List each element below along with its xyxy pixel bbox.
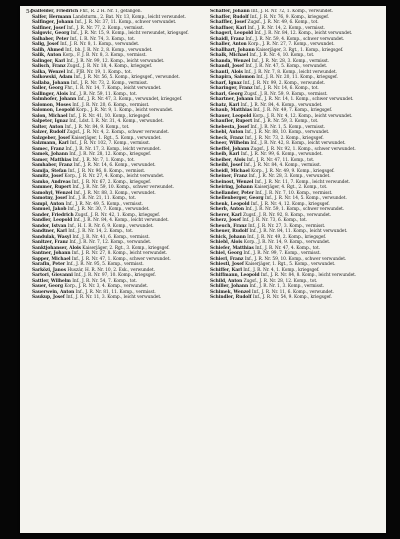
entry-name: Schimek, Wenzel (210, 289, 251, 295)
entry-details: Inf., FJB. Nr. 19, 1. Komp., tot. (66, 69, 132, 75)
entry-name: Scharf, Ignaz (210, 80, 242, 86)
entry-details: Inf., J. R. Nr. 97, 10. Komp., kriegsgef. (74, 273, 156, 278)
entry-details: Korp., J. R. Nr. 14, 9. Komp., verwundet. (243, 240, 331, 245)
entry-details: Landsturm., 2. Bat. Nr. 13, Komp., leicht verwundet. (72, 14, 186, 20)
entry-name: Salzgeber, Josef (32, 135, 70, 141)
entry-details: Inf., J. R. Nr. 14, 1. Komp., schwer verwundet. (254, 97, 354, 102)
entry-details: Inf., J. R. Nr. 59, 4. Komp., schwer verwundet. (245, 36, 345, 42)
entry-name: Schindler, Rudolf (210, 295, 252, 300)
entry-name: Schiel, Georg (210, 251, 243, 256)
entry-name: Schaffer, Johann (210, 9, 250, 14)
entry-name: Schiffmann, Leopold (210, 273, 260, 278)
entry-name: Scheiring, Johann (210, 185, 253, 190)
entry-details: Inf., J. R. Nr. 47, 11. Komp., tot. (246, 157, 315, 163)
entry-details: Inf., J. R. Nr. 72, 1. Komp., verwundet. (251, 9, 334, 14)
entry-name: Schiefer, Matthias (210, 245, 254, 251)
entry-details: Inf., J. R. Nr. 76, 9. Komp., kriegsgef. (250, 14, 329, 20)
entry-details: Korp., J. R. Nr. 49, 9. Komp., kriegsgef. (251, 168, 335, 174)
entry-details: Inf., J. R. Nr. 1, 3. Komp., vermisst. (249, 284, 325, 289)
entry-details: Inf., J. R. Nr. 54, 9. Komp., kriegsgef. (252, 295, 332, 300)
entry-name: Salon, Michael (32, 113, 68, 119)
entry-details: Inf., J. R. Nr. 99, 6. Komp., verwundet. (240, 152, 323, 157)
entry-details: Korp., J. R. Nr. 3, 4. Komp., verwundet. (64, 284, 149, 289)
entry-details: Inf., J. R. Nr. 30, 7. Komp., verwundet. (67, 207, 150, 212)
entry-details: Inf., J. R. Nr. 4, 12. Komp., kriegsgef. (250, 201, 330, 207)
entry-details: Inf., J. R. Nr. 47, 5. Komp., verwundet. (245, 64, 328, 69)
entry-name: Schellenberger, Georg (210, 196, 264, 201)
entry-details: Inf., J. R. Nr. 84, 12. Komp., leicht verwundet. (254, 31, 353, 36)
entry-details: Inf., J. R. Nr. 59, 11. Komp., tot. (69, 91, 137, 97)
entry-details: Inf., J. R. Nr. 28, 3. Komp., vermisst. (251, 58, 330, 64)
entry-details: Kaiserjäger, 2. Rgt., 3. Komp., kriegsgef. (82, 245, 170, 251)
entry-name: Salka, Wenzel (32, 69, 66, 75)
entry-name: Scheer, Wilhelm (210, 141, 249, 146)
entry-name: Schellander, Peter (210, 190, 254, 196)
entry-name: Scherz, Josef (210, 218, 241, 223)
entry-details: Zugsf., J. R. Nr. 59, 9. Komp., vermisst. (244, 91, 328, 97)
entry-name: Samek, Johann (32, 152, 68, 157)
entry-name: Schenk, Leopold (210, 201, 250, 207)
entry-name: Salisch, Franz (32, 64, 66, 69)
left-column (32, 9, 202, 529)
entry-name: Schauer, Leopold (210, 113, 252, 119)
entry-name: Sandler, Leopold (32, 218, 73, 223)
entry-details: Inf., J. R. Nr. 84, 4. Komp., verwundet. (240, 102, 323, 108)
entry-details: Inf., J. R. Nr. 59, 1. Komp., schwer verwundet. (245, 207, 345, 212)
entry-name: Schapira, Salomon (210, 75, 255, 80)
entry-name: Scherb, Anton (210, 207, 244, 212)
entry-name: Schierl, Franz (210, 256, 244, 262)
entry-name: Scheiber, Alois (210, 157, 246, 163)
entry-details: Inf., J. R. Nr. 88, 3. Komp., verwundet. (73, 190, 156, 196)
entry-name: Salzer, Rudolf (32, 130, 66, 135)
entry-details: Inf., J. R. Nr. 7, 8. Komp., leicht verwundet. (244, 69, 337, 75)
entry-name: Scheinost, Wenzel (210, 179, 254, 185)
entry-details: Inf., J. R. Nr. 73, 2. Komp., kriegsgef. (244, 135, 324, 141)
entry-name: Scheibl, Josef (210, 163, 243, 168)
entry-name: Scheidl, Michael (210, 168, 250, 174)
entry-name: Schagerl, Leopold (210, 31, 254, 36)
entry-name: Schaffer, Rudolf (210, 14, 249, 20)
entry-name: Schaller, Anton (210, 42, 247, 47)
entry-details: Inf., J. R. Nr. 7, 12. Komp., verwundet. (69, 240, 152, 245)
entry-details: Inf., J. R. Nr. 14, 2. Komp., vermisst. (247, 25, 325, 31)
entry-name: Schiffer, Karl (210, 267, 242, 273)
entry-details: Inf., J. R. Nr. 84, 9. Komp., tot. (64, 124, 130, 130)
entry-details: Zugsf., J. R. Nr. 42, 1. Komp., kriegsgef. (74, 212, 161, 218)
entry-details: Inf., J. R. Nr. 47, 3. Komp., verwundet, kriegsgef. (77, 97, 183, 102)
entry-details: Inf., J. R. Nr. 88, 10. Komp., verwundet. (244, 130, 330, 135)
entry-details: Zugsf., J. R. Nr. 49, 6. Komp., tot. (247, 20, 319, 25)
entry-details: Inf., J. R. Nr. 49, 2. Komp., kriegsgef. (247, 234, 327, 240)
entry-details: Inf., J. R. Nr. 4, 1. Komp., kriegsgef. (243, 267, 320, 273)
entry-details: Inf., J. R. Nr. 11, 7. Komp., leicht verwundet. (254, 179, 351, 185)
entry-name: Salfinger, Johann (32, 20, 74, 25)
entry-name: Sarafin, Peter (32, 262, 66, 267)
page-number: 54 (26, 9, 34, 15)
entry-name: Scheuch, Franz (210, 223, 247, 229)
entry-details: Inf., J. R. Nr. 14, 6. Komp., tot. (253, 86, 319, 91)
entry-name: Sanitzer, Franz (32, 240, 68, 245)
entry-name: Samer, Matthias (32, 157, 72, 163)
right-column (210, 9, 380, 529)
entry-details: Inf., J. R. Nr. 67, 2. Komp., kriegsgef. (72, 179, 151, 185)
entry-details: Inf., J. R. Nr. 49, 7. Komp., kriegsgef. (253, 108, 333, 113)
entry-details: Inf., J. R. Nr. 84, 8. Komp., leicht verwundet. (260, 273, 357, 278)
entry-details: Inf., J. R. Nr. 27, 8. Komp., leicht verwundet. (71, 251, 168, 256)
entry-details: Inf., J. R. Nr. 77, 2. Komp., vermisst. (66, 25, 144, 31)
entry-name: Schaidl, Franz (210, 36, 245, 42)
entry-name: Schalk, Michael (210, 53, 249, 58)
entry-details: Inf., J. R. Nr. 59, 3. Komp., tot. (253, 119, 319, 124)
entry-details: Inf., J. R. Nr. 84, 4. Komp., vermisst. (243, 163, 322, 168)
entry-name: Schaub, Matthias (210, 108, 252, 113)
entry-details: Inf., J. R. Nr. 27, 3. Komp., vermisst. (248, 223, 326, 229)
entry-details: Inf., J. R. Nr. 73, 6. Komp., tot. (242, 218, 308, 223)
entry-details: Inf., J. R. Nr. 47, 4. Komp., tot. (255, 245, 320, 251)
entry-details: Inf., J. R. Nr. 73, 2. Komp., vermisst. (70, 80, 149, 86)
entry-details: Zugsf., J. R. Nr. 92, 8. Komp., verwundet. (242, 212, 332, 218)
entry-details: Inf., J. R. Nr. 7, 1. Komp., tot. (72, 157, 135, 163)
list-entry (210, 295, 380, 301)
entry-name: Scheck, Franz (210, 135, 244, 141)
document-page (20, 6, 386, 533)
entry-name: Samija, Stefan (32, 168, 67, 174)
entry-details: Inf., J. R. Nr. 59, 10. Komp., schwer verwundet. (244, 256, 347, 262)
entry-details: Inf., J. R. Nr. 14, 6. Komp., verwundet. (73, 163, 156, 168)
entry-details: Inf., J. R. Nr. 59, 10. Komp., schwer verwundet. (72, 185, 174, 190)
entry-details: Inf., J. R. Nr. 99, 7. Komp., vermisst. (243, 251, 321, 256)
entry-name: Samitz, Josef (32, 174, 64, 179)
entry-name: Salter, Anton (32, 124, 64, 130)
entry-details: Inf., J. R. Nr. 96, 8. Komp., vermisst. (68, 168, 146, 174)
entry-name: Salfelder, Friedrich (32, 9, 79, 14)
entry-name: Schick, Johann (210, 234, 246, 240)
entry-name: Salpeter, Ignaz (32, 119, 68, 124)
entry-details: Zugsf., J. R. Nr. 4, 2. Komp., schwer verwundet. (66, 130, 170, 135)
entry-name: Sandor, Istvan (32, 223, 67, 229)
entry-details: Inf., J. R. Nr. 7, 10. Komp., vermisst. (255, 190, 333, 196)
entry-details: Inf., J. R. Nr. 42, 8. Komp., leicht verwundet. (250, 141, 346, 146)
entry-details: Fhr., I. R. Nr. 14, 7. Komp., leicht verwundet. (64, 86, 162, 91)
entry-details: Inf., J. R. Nr. 20, 6. Komp., vermisst. (72, 102, 150, 108)
entry-details: Inf., J. R. Nr. 15, 9. Komp., leicht verwundet, kriegsgef. (70, 31, 189, 36)
entry-details: Korp., J. R. Nr. 27, 4. Komp., leicht verwundet. (64, 174, 165, 179)
entry-name: Schild, Anton (210, 278, 243, 284)
entry-name: Schiebl, Alois (210, 240, 243, 245)
entry-name: Sander, Friedrich (32, 212, 74, 218)
entry-name: Schaufler, Rupert (210, 119, 253, 124)
entry-name: Sallaba, Johann (32, 80, 70, 86)
entry-name: Sampl, Anton (32, 201, 65, 207)
entry-name: Samhaber, Franz (32, 163, 73, 168)
entry-details: Inf., J. R. Nr. 99, 12. Komp., leicht verwundet. (66, 58, 165, 64)
entry-name: Salgovic, Georg (32, 31, 70, 36)
entry-details: Kaiserjäger, 4. Rgt., 2. Komp., tot. (254, 185, 328, 190)
entry-name: Scheffel, Johann (210, 146, 250, 152)
entry-name: Scheib, Karl (210, 152, 240, 157)
entry-name: Sallinger, Alois (32, 91, 69, 97)
entry-name: Schartner, Johann (210, 97, 254, 102)
entry-details: Inf., bh. J. R. Nr. 2, 8. Komp., verwundet. (65, 47, 153, 53)
entry-details: Inf., J. R. Nr. 47, 1. Komp., schwer verwundet. (71, 256, 171, 262)
entry-details: Inf., I. R. Nr. 74, 3. Komp., tot. (69, 36, 136, 42)
entry-name: Salhaber, Peter (32, 36, 69, 42)
entry-name: Samko, Andreas (32, 179, 71, 185)
entry-name: Salfer, Hermann (32, 14, 72, 20)
entry-name: Sarközi, Janos (32, 267, 66, 273)
entry-name: Salkowski, Adam (32, 75, 73, 80)
entry-name: Sattler, Wilhelm (32, 278, 71, 284)
entry-name: Salzmann, Karl (32, 141, 69, 146)
entry-name: Salinger, Karl (32, 58, 66, 64)
entry-details: Zugsf., J. R. Nr. 92, 1. Komp., schwer verwundet. (250, 146, 356, 152)
entry-name: Sammer, Rupert (32, 185, 72, 190)
entry-name: Samec, Franz (32, 146, 65, 152)
entry-name: Sauer, Georg (32, 284, 63, 289)
entry-details: Inf., J. R. Nr. 28, 12. Komp., kriegsgef. (69, 152, 151, 157)
entry-details: Inf., J. R. Nr. 4, 10. Komp., tot. (249, 53, 315, 58)
entry-details: Inf., J. R. Nr. 11, 6. Komp., verwundet. (251, 289, 334, 295)
entry-details: Inf., J. R. Nr. 14, 5. Komp., verwundet. (264, 196, 347, 201)
entry-name: Sapper, Michael (32, 256, 71, 262)
entry-details: Korp., J. R. Nr. 27, 7. Komp., verwundet. (248, 42, 335, 47)
entry-name: Scheuer, Rudolf (210, 229, 249, 234)
entry-name: Schiller, Johann (210, 284, 249, 289)
entry-name: Salomon, Moses (32, 102, 71, 108)
entry-details: Inf., J. R. Nr. 41, 10. Komp., kriegsgef. (68, 113, 151, 119)
entry-columns (32, 9, 380, 529)
entry-details: Inf., J. R. Nr. 84, 4. Komp., leicht verwundet. (73, 218, 169, 223)
entry-details: Inf., J. R. Nr. 41, 6. Komp., vermisst. (72, 234, 150, 240)
entry-name: Schanda, Wenzel (210, 58, 251, 64)
entry-name: Sartori, Giovanni (32, 273, 73, 278)
entry-details: Fhr., R. 2 H. Nr. 1, gefangen. (79, 9, 142, 14)
entry-name: Samuel, Jakob (32, 207, 67, 212)
entry-name: Salmhofer, Johann (32, 97, 77, 102)
entry-details: Inf., J. R. Nr. 56, 5. Komp., kriegsgef., verwundet. (73, 75, 180, 80)
entry-details: Inf., J. R. Nr. 99, 2. Komp., verwundet. (243, 80, 326, 86)
entry-details: Inf., J. R. Nr. 28, 3. Komp., verwundet. (248, 174, 331, 179)
entry-details: Inf., J. R. Nr. 102, 7. Komp., vermisst. (70, 141, 151, 146)
entry-details: Zugsf., J. R. Nr. 28, 12. Komp., tot. (243, 278, 318, 284)
entry-name: Scharl, Georg (210, 91, 243, 97)
entry-details: Korp., F. J. B. Nr. 8, 3. Komp., vermisst. (62, 53, 147, 58)
entry-name: Salik, Anton (32, 53, 62, 58)
entry-name: Schebl, Anton (210, 130, 244, 135)
entry-details: Huszár, H. R. Nr. 10, 2. Esk., verwundet. (67, 267, 155, 273)
entry-details: Inf., J. R. Nr. 11, 3. Komp., leicht verwundet. (66, 295, 162, 300)
entry-details: Inf., J. R. Nr. 84, 11. Komp., leicht verwundet. (249, 229, 348, 234)
entry-name: Scheiner, Franz (210, 174, 248, 179)
entry-details: Inf., J. R. Nr. 20, 11. Komp., kriegsgef. (256, 75, 338, 80)
entry-details: Inf., J. R. Nr. 54, 7. Komp., tot. (72, 278, 138, 284)
entry-name: Schebesta, Josef (210, 124, 250, 130)
entry-details: Inf., J. R. Nr. 37, 11. Komp., schwer verwundet. (74, 20, 177, 25)
entry-name: Santner, Johann (32, 251, 71, 256)
entry-name: Schandl, Josef (210, 64, 244, 69)
entry-details: Kaiserjäger, 1. Rgt., 5. Komp., verwundet. (245, 262, 336, 267)
entry-details: Korp., J. R. Nr. 4, 12. Komp., leicht verwundet. (252, 113, 353, 119)
entry-name: Schatz, Karl (210, 102, 240, 108)
entry-name: Saukup, Josef (32, 295, 65, 300)
entry-details: Inf., J. R. Nr. 49, 5. Komp., vermisst. (65, 201, 143, 207)
entry-name: Salomon, Leopold (32, 108, 75, 113)
entry-name: Scharinger, Franz (210, 86, 253, 91)
entry-details: Inf., Ldst. I. R. Nr. 31, 4. Komp., verwundet. (69, 119, 164, 124)
entry-name: Schaffner, Karl (210, 25, 247, 31)
entry-details: Inf., J. R. Nr. 8, 1. Komp., verwundet. (60, 42, 140, 47)
entry-name: Sauerwein, Anton (32, 289, 75, 295)
list-entry (32, 295, 202, 301)
entry-details: Zugsf., J. R. Nr. 18, 4. Komp., kriegsgef. (66, 64, 153, 69)
entry-name: Salig, Josef (32, 42, 59, 47)
entry-name: Schaffler, Josef (210, 20, 247, 25)
entry-name: Scherer, Karl (210, 212, 242, 218)
entry-name: Samotny, Josef (32, 196, 68, 201)
entry-details: Korp., J. R. Nr. 9, 1. Komp., leicht verwundet. (76, 108, 174, 113)
entry-name: Salih, Ahmed (32, 47, 64, 53)
entry-details: Inf., J. R. Nr. 95, 5. Komp., vermisst. (66, 262, 144, 267)
entry-name: Schiestl, Josef (210, 262, 244, 267)
entry-name: Schallhart, Johann (210, 47, 255, 53)
entry-name: Sandtner, Karl (32, 229, 67, 234)
entry-details: Inf., H. I. R. Nr. 6, 9. Komp., verwundet. (67, 223, 154, 229)
entry-details: Kaiserjäger, 3. Rgt., 1. Komp., kriegsgef. (256, 47, 344, 53)
entry-details: Inf., J. R. Nr. 14, 2. Komp., tot. (68, 229, 134, 234)
entry-details: Inf., J. R. Nr. 17, 3. Komp., leicht verwundet. (65, 146, 161, 152)
entry-details: Inf., J. R. Nr. 81, 11. Komp., vermisst. (75, 289, 156, 295)
entry-name: Saller, Georg (32, 86, 64, 91)
entry-name: Sandulak, Wasyl (32, 234, 71, 240)
entry-details: Inf., J. R. Nr. 1, 5. Komp., vermisst. (250, 124, 325, 130)
entry-details: Inf., J. R. Nr. 21, 11. Komp., tot. (68, 196, 136, 201)
entry-name: Salfiner, Josef (32, 25, 66, 31)
entry-name: Sanktjohanser, Alois (32, 245, 81, 251)
entry-name: Samohyl, Wenzel (32, 190, 73, 196)
entry-name: Schantl, Alois (210, 69, 243, 75)
entry-details: Kaiserjäger, 1. Rgt., 5. Komp., verwundet. (71, 135, 162, 141)
